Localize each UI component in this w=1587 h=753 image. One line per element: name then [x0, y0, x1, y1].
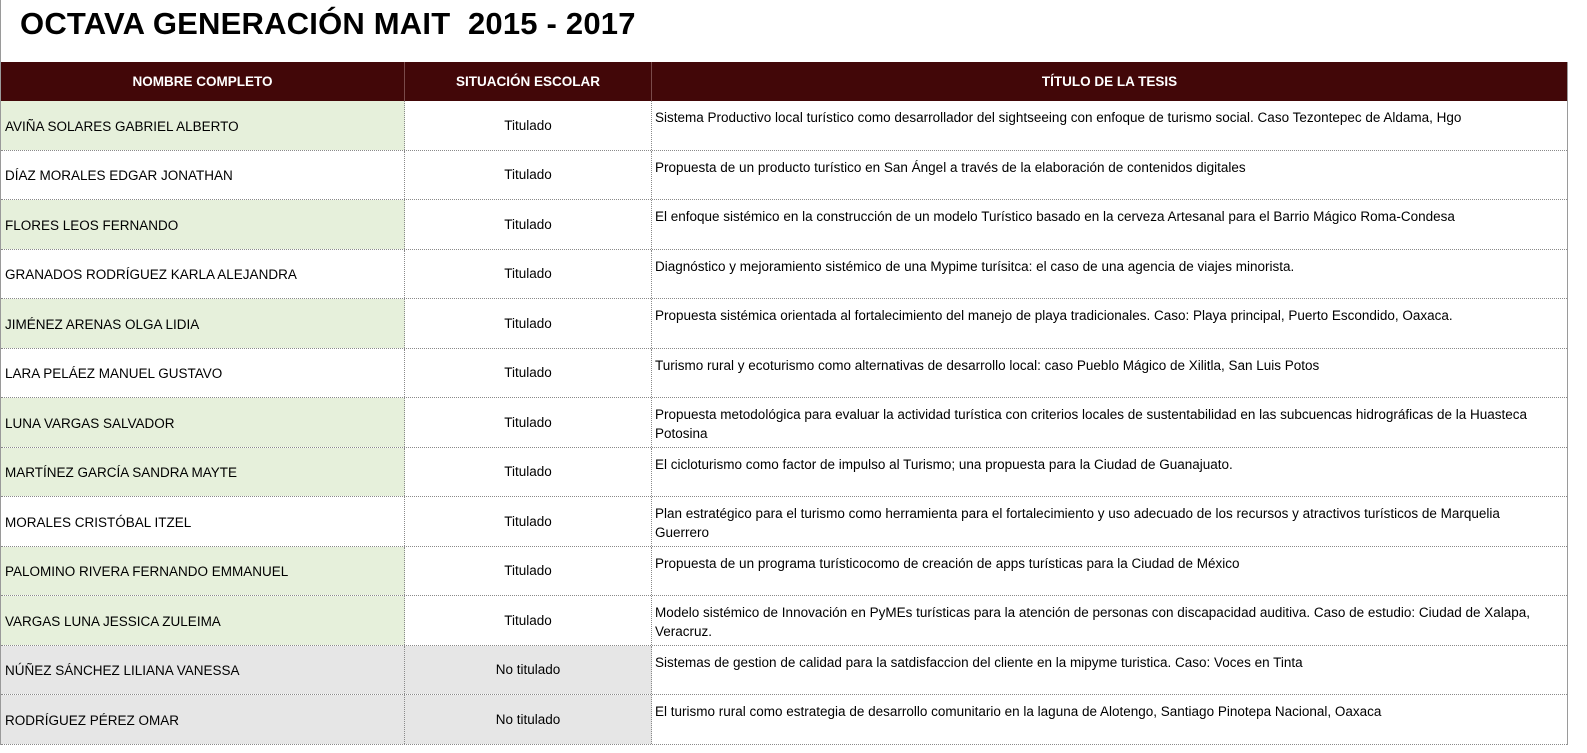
status-cell[interactable]: Titulado: [405, 200, 652, 249]
table-header-row: [1, 62, 1567, 101]
status-cell[interactable]: Titulado: [405, 299, 652, 348]
table-row: [1, 349, 1567, 399]
table-row: [1, 547, 1567, 597]
thesis-cell[interactable]: Propuesta metodológica para evaluar la actividad turística con criterios locales de sustentabilidad en las subcuencas hidrográficas de la Huasteca Potosina: [652, 398, 1567, 447]
table-row: [1, 299, 1567, 349]
name-cell[interactable]: LARA PELÁEZ MANUEL GUSTAVO: [1, 349, 405, 398]
table-row: [1, 250, 1567, 300]
table-row: [1, 151, 1567, 201]
table-row: [1, 101, 1567, 151]
table-row: [1, 398, 1567, 448]
name-cell[interactable]: DÍAZ MORALES EDGAR JONATHAN: [1, 151, 405, 200]
name-cell[interactable]: LUNA VARGAS SALVADOR: [1, 398, 405, 447]
name-cell[interactable]: MORALES CRISTÓBAL ITZEL: [1, 497, 405, 546]
thesis-cell[interactable]: Sistema Productivo local turístico como desarrollador del sightseeing con enfoque de turismo social. Caso Tezontepec de Aldama, Hgo: [652, 101, 1567, 150]
table-row: [1, 596, 1567, 646]
table-row: [1, 646, 1567, 696]
table-row: [1, 200, 1567, 250]
status-cell[interactable]: Titulado: [405, 349, 652, 398]
name-cell[interactable]: PALOMINO RIVERA FERNANDO EMMANUEL: [1, 547, 405, 596]
name-cell[interactable]: MARTÍNEZ GARCÍA SANDRA MAYTE: [1, 448, 405, 497]
status-cell[interactable]: Titulado: [405, 596, 652, 645]
name-cell[interactable]: AVIÑA SOLARES GABRIEL ALBERTO: [1, 101, 405, 150]
table-row: [1, 448, 1567, 498]
status-cell[interactable]: Titulado: [405, 101, 652, 150]
thesis-cell[interactable]: Propuesta de un producto turístico en San Ángel a través de la elaboración de contenidos digitales: [652, 151, 1567, 200]
status-cell[interactable]: Titulado: [405, 497, 652, 546]
status-cell[interactable]: Titulado: [405, 250, 652, 299]
status-cell[interactable]: Titulado: [405, 448, 652, 497]
thesis-cell[interactable]: Turismo rural y ecoturismo como alternativas de desarrollo local: caso Pueblo Mágico de Xilitla, San Luis Potos: [652, 349, 1567, 398]
name-cell[interactable]: VARGAS LUNA JESSICA ZULEIMA: [1, 596, 405, 645]
name-cell[interactable]: RODRÍGUEZ PÉREZ OMAR: [1, 695, 405, 744]
name-cell[interactable]: FLORES LEOS FERNANDO: [1, 200, 405, 249]
thesis-cell[interactable]: Diagnóstico y mejoramiento sistémico de una Mypime turísitca: el caso de una agencia de viajes minorista.: [652, 250, 1567, 299]
name-cell[interactable]: GRANADOS RODRÍGUEZ KARLA ALEJANDRA: [1, 250, 405, 299]
header-name-cell[interactable]: NOMBRE COMPLETO: [1, 62, 405, 101]
page-title: OCTAVA GENERACIÓN MAIT 2015 - 2017: [20, 6, 636, 41]
header-status-cell[interactable]: SITUACIÓN ESCOLAR: [405, 62, 652, 101]
thesis-cell[interactable]: El turismo rural como estrategia de desarrollo comunitario en la laguna de Alotengo, Santiago Pinotepa Nacional, Oaxaca: [652, 695, 1567, 744]
thesis-cell[interactable]: El enfoque sistémico en la construcción de un modelo Turístico basado en la cerveza Artesanal para el Barrio Mágico Roma-Condesa: [652, 200, 1567, 249]
thesis-table: [0, 62, 1568, 745]
thesis-cell[interactable]: Propuesta sistémica orientada al fortalecimiento del manejo de playa tradicionales. Caso: Playa principal, Puerto Escondido, Oaxaca.: [652, 299, 1567, 348]
thesis-cell[interactable]: El cicloturismo como factor de impulso al Turismo; una propuesta para la Ciudad de Guanajuato.: [652, 448, 1567, 497]
header-thesis-cell[interactable]: TÍTULO DE LA TESIS: [1041, 74, 1178, 89]
status-cell[interactable]: Titulado: [405, 398, 652, 447]
thesis-cell[interactable]: Propuesta de un programa turísticocomo de creación de apps turísticas para la Ciudad de México: [652, 547, 1567, 596]
status-cell[interactable]: No titulado: [405, 695, 652, 744]
status-cell[interactable]: No titulado: [405, 646, 652, 695]
thesis-cell[interactable]: Plan estratégico para el turismo como herramienta para el fortalecimiento y uso adecuado de los recursos y atractivos turísticos de Marquelia Guerrero: [652, 497, 1567, 546]
table-row: [1, 695, 1567, 745]
name-cell[interactable]: JIMÉNEZ ARENAS OLGA LIDIA: [1, 299, 405, 348]
sheet-left-border: [0, 0, 1, 62]
thesis-cell[interactable]: Sistemas de gestion de calidad para la satdisfaccion del cliente en la mipyme turistica. Caso: Voces en Tinta: [652, 646, 1567, 695]
status-cell[interactable]: Titulado: [405, 151, 652, 200]
table-row: [1, 497, 1567, 547]
name-cell[interactable]: NÚÑEZ SÁNCHEZ LILIANA VANESSA: [1, 646, 405, 695]
status-cell[interactable]: Titulado: [405, 547, 652, 596]
thesis-cell[interactable]: Modelo sistémico de Innovación en PyMEs turísticas para la atención de personas con discapacidad auditiva. Caso de estudio: Ciudad de Xalapa, Veracruz.: [652, 596, 1567, 645]
